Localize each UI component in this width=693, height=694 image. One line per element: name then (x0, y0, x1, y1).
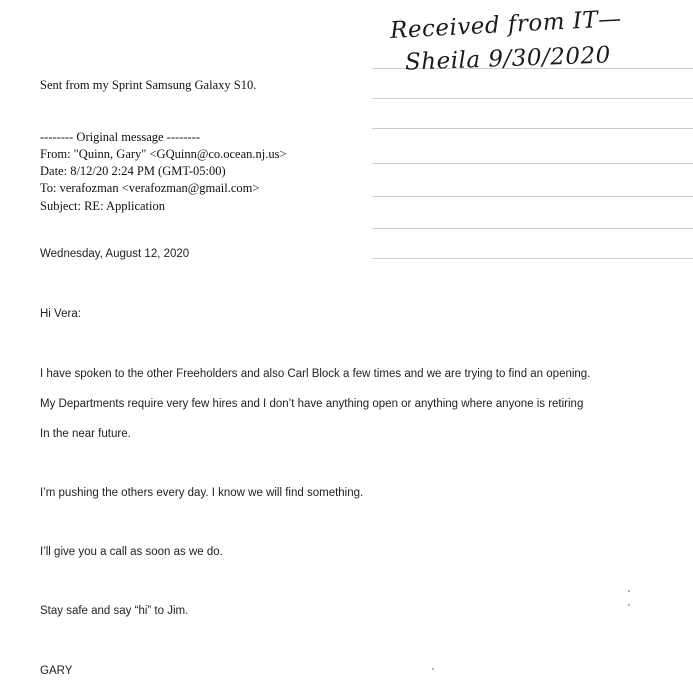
letter-paragraph-2: My Departments require very few hires and I don’t have anything open or anything where anyone is retiring (40, 398, 584, 410)
letter-paragraph-4: I’m pushing the others every day. I know we will find something. (40, 487, 364, 499)
scan-speck (628, 590, 630, 592)
sent-from-line: Sent from my Sprint Samsung Galaxy S10. (40, 78, 257, 92)
letter-signature: GARY (40, 665, 73, 677)
letter-greeting: Hi Vera: (40, 308, 81, 320)
email-subject: Subject: RE: Application (40, 199, 165, 213)
letter-paragraph-3: In the near future. (40, 428, 131, 440)
letter-paragraph-6: Stay safe and say “hi” to Jim. (40, 605, 189, 617)
letter-paragraph-1: I have spoken to the other Freeholders and also Carl Block a few times and we are trying to find an opening. (40, 368, 591, 380)
original-message-header: -------- Original message -------- (40, 130, 200, 144)
email-to: To: verafozman <verafozman@gmail.com> (40, 181, 260, 195)
email-date: Date: 8/12/20 2:24 PM (GMT-05:00) (40, 164, 226, 178)
handwritten-received-note: Received from IT— (389, 5, 623, 45)
letter-date: Wednesday, August 12, 2020 (40, 248, 190, 260)
scan-speck (432, 668, 434, 670)
scan-speck (628, 604, 630, 606)
notepad-lines (372, 68, 693, 268)
letter-paragraph-5: I’ll give you a call as soon as we do. (40, 546, 223, 558)
email-from: From: "Quinn, Gary" <GQuinn@co.ocean.nj.us> (40, 147, 287, 161)
handwritten-signature-date: Sheila 9/30/2020 (404, 42, 612, 76)
